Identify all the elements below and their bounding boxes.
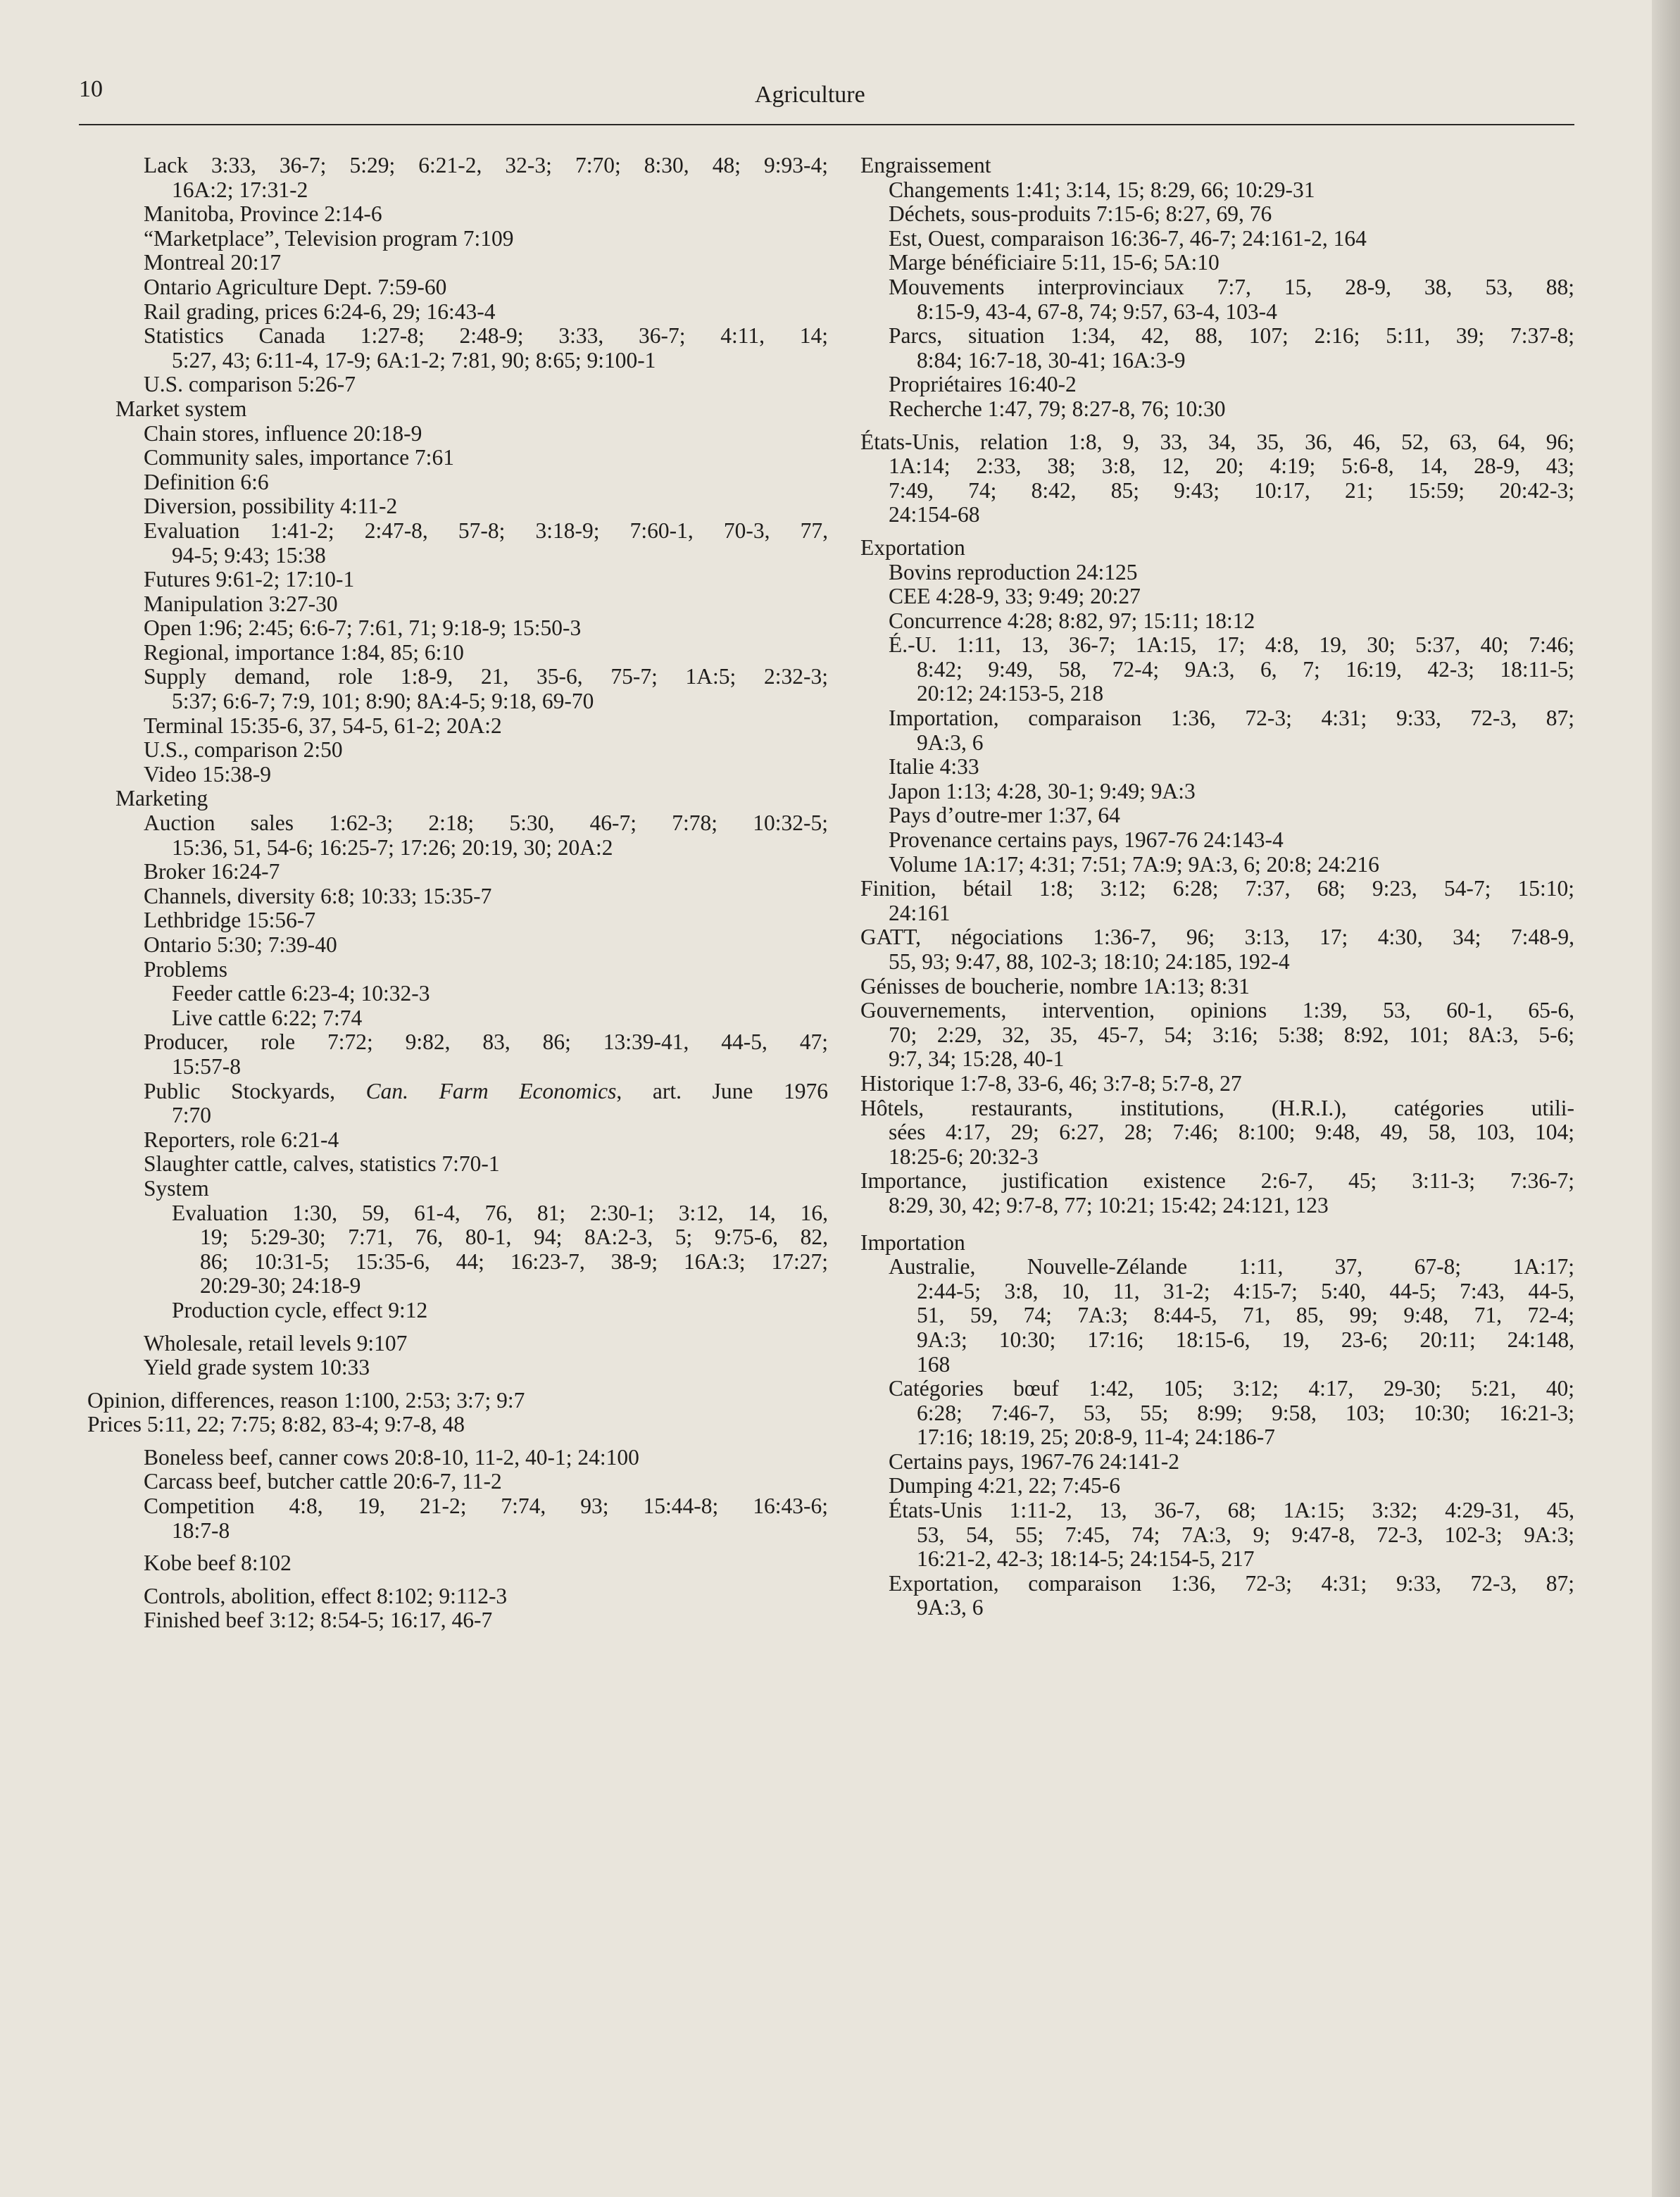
index-entry: 19; 5:29-30; 7:71, 76, 80-1, 94; 8A:2-3, 5; 9:75-6, 82, (200, 1225, 828, 1250)
index-entry: Importation (860, 1229, 965, 1255)
index-entry: 18:25-6; 20:32-3 (889, 1144, 1039, 1169)
index-entry: Marge bénéficiaire 5:11, 15-6; 5A:10 (889, 250, 1220, 275)
index-entry: 168 (917, 1351, 951, 1377)
index-entry: Wholesale, retail levels 9:107 (144, 1330, 408, 1356)
entry-spacer (87, 1323, 828, 1332)
index-entry: 15:36, 51, 54-6; 16:25-7; 17:26; 20:19, 30; 20A:2 (172, 834, 613, 860)
index-entry: 5:27, 43; 6:11-4, 17-9; 6A:1-2; 7:81, 90; 8:65; 9:100-1 (172, 347, 656, 373)
index-entry: 17:16; 18:19, 25; 20:8-9, 11-4; 24:186-7 (917, 1425, 1275, 1450)
index-entry: 9A:3, 6 (917, 1595, 984, 1620)
index-entry: Community sales, importance 7:61 (144, 445, 454, 470)
index-entry: Recherche 1:47, 79; 8:27-8, 76; 10:30 (889, 396, 1226, 421)
index-entry: Manipulation 3:27-30 (144, 591, 338, 616)
index-entry: Carcass beef, butcher cattle 20:6-7, 11-2 (144, 1469, 502, 1494)
index-entry: CEE 4:28-9, 33; 9:49; 20:27 (889, 584, 1141, 609)
index-entry: Auction sales 1:62-3; 2:18; 5:30, 46-7; 7:78; 10:32-5; (144, 810, 828, 836)
index-entry: Terminal 15:35-6, 37, 54-5, 61-2; 20A:2 (144, 713, 502, 738)
page-header (79, 76, 1572, 118)
index-entry: 2:44-5; 3:8, 10, 11, 31-2; 4:15-7; 5:40, 44-5; 7:43, 44-5, (917, 1278, 1574, 1303)
index-entry: 20:29-30; 24:18-9 (200, 1273, 361, 1298)
index-column-right (860, 154, 1574, 1620)
index-entry: Concurrence 4:28; 8:82, 97; 15:11; 18:12 (889, 608, 1255, 633)
index-entry: Problems (144, 956, 228, 982)
index-entry: 94-5; 9:43; 15:38 (172, 542, 326, 568)
index-entry: 9A:3; 10:30; 17:16; 18:15-6, 19, 23-6; 20:11; 24:148, (917, 1327, 1574, 1352)
index-entry: Controls, abolition, effect 8:102; 9:112-3 (144, 1583, 508, 1608)
page-edge-shadow (1652, 0, 1680, 2197)
index-entry: Channels, diversity 6:8; 10:33; 15:35-7 (144, 883, 492, 908)
index-entry: Competition 4:8, 19, 21-2; 7:74, 93; 15:44-8; 16:43-6; (144, 1494, 828, 1519)
index-entry: Video 15:38-9 (144, 761, 271, 787)
index-entry: Broker 16:24-7 (144, 859, 280, 884)
index-entry: sées 4:17, 29; 6:27, 28; 7:46; 8:100; 9:48, 49, 58, 103, 104; (889, 1120, 1574, 1145)
index-entry: Public Stockyards, Can. Farm Economics, art. June 1976 (144, 1078, 828, 1103)
index-entry: Reporters, role 6:21-4 (144, 1127, 339, 1152)
index-entry: Hôtels, restaurants, institutions, (H.R.I.), catégories utili- (860, 1095, 1574, 1120)
index-entry: 1A:14; 2:33, 38; 3:8, 12, 20; 4:19; 5:6-8, 14, 28-9, 43; (889, 453, 1574, 479)
index-entry: 5:37; 6:6-7; 7:9, 101; 8:90; 8A:4-5; 9:18, 69-70 (172, 689, 594, 714)
index-entry: Live cattle 6:22; 7:74 (172, 1005, 363, 1030)
index-entry: Statistics Canada 1:27-8; 2:48-9; 3:33, 36-7; 4:11, 14; (144, 323, 828, 349)
entry-spacer (87, 1380, 828, 1389)
index-entry: Provenance certains pays, 1967-76 24:143-4 (889, 827, 1284, 853)
index-entry: Bovins reproduction 24:125 (889, 559, 1138, 584)
index-entry: 7:70 (172, 1103, 212, 1128)
index-entry: Lethbridge 15:56-7 (144, 908, 316, 933)
index-entry: Exportation (860, 534, 965, 560)
index-entry: Producer, role 7:72; 9:82, 83, 86; 13:39-41, 44-5, 47; (144, 1029, 828, 1055)
index-entry: Finished beef 3:12; 8:54-5; 16:17, 46-7 (144, 1608, 493, 1633)
index-entry: Evaluation 1:30, 59, 61-4, 76, 81; 2:30-1; 3:12, 14, 16, (172, 1200, 828, 1225)
index-entry: Italie 4:33 (889, 754, 979, 780)
index-entry: 51, 59, 74; 7A:3; 8:44-5, 71, 85, 99; 9:48, 71, 72-4; (917, 1303, 1574, 1328)
index-entry: Pays d’outre-mer 1:37, 64 (889, 803, 1120, 828)
index-entry: Déchets, sous-produits 7:15-6; 8:27, 69, 76 (889, 201, 1272, 227)
index-entry: Futures 9:61-2; 17:10-1 (144, 567, 355, 592)
index-entry: Open 1:96; 2:45; 6:6-7; 7:61, 71; 9:18-9; 15:50-3 (144, 615, 582, 641)
index-entry: Est, Ouest, comparaison 16:36-7, 46-7; 24:161-2, 164 (889, 225, 1367, 251)
index-entry: 53, 54, 55; 7:45, 74; 7A:3, 9; 9:47-8, 72-3, 102-3; 9A:3; (917, 1522, 1574, 1547)
index-entry: 8:29, 30, 42; 9:7-8, 77; 10:21; 15:42; 24:121, 123 (889, 1192, 1329, 1218)
index-entry: Evaluation 1:41-2; 2:47-8, 57-8; 3:18-9; 7:60-1, 70-3, 77, (144, 518, 828, 543)
index-entry: 18:7-8 (172, 1517, 230, 1543)
index-entry: États-Unis, relation 1:8, 9, 33, 34, 35, 36, 46, 52, 63, 64, 96; (860, 429, 1574, 454)
index-entry: Supply demand, role 1:8-9, 21, 35-6, 75-7; 1A:5; 2:32-3; (144, 664, 828, 689)
index-entry: Ontario Agriculture Dept. 7:59-60 (144, 274, 447, 299)
index-entry: 7:49, 74; 8:42, 85; 9:43; 10:17, 21; 15:59; 20:42-3; (889, 477, 1574, 503)
index-entry: Yield grade system 10:33 (144, 1355, 370, 1380)
index-entry: GATT, négociations 1:36-7, 96; 3:13, 17; 4:30, 34; 7:48-9, (860, 925, 1574, 950)
entry-spacer (860, 527, 1574, 536)
index-entry: Production cycle, effect 9:12 (172, 1297, 428, 1322)
index-entry: Rail grading, prices 6:24-6, 29; 16:43-4 (144, 299, 496, 324)
index-entry: 24:161 (889, 900, 951, 925)
index-entry: 8:15-9, 43-4, 67-8, 74; 9:57, 63-4, 103-4 (917, 299, 1277, 324)
index-entry: 8:84; 16:7-18, 30-41; 16A:3-9 (917, 347, 1186, 373)
index-entry: Importance, justification existence 2:6-7, 45; 3:11-3; 7:36-7; (860, 1168, 1574, 1194)
index-entry: Catégories bœuf 1:42, 105; 3:12; 4:17, 29-30; 5:21, 40; (889, 1376, 1574, 1401)
entry-spacer (860, 422, 1574, 430)
entry-spacer (860, 1218, 1574, 1231)
index-entry: Diversion, possibility 4:11-2 (144, 494, 398, 519)
index-entry: Certains pays, 1967-76 24:141-2 (889, 1448, 1179, 1474)
index-entry: Montreal 20:17 (144, 250, 282, 275)
index-column-left (87, 154, 828, 1633)
index-entry: Lack 3:33, 36-7; 5:29; 6:21-2, 32-3; 7:70; 8:30, 48; 9:93-4; (144, 153, 828, 177)
index-entry: Mouvements interprovinciaux 7:7, 15, 28-9, 38, 53, 88; (889, 274, 1574, 299)
index-entry: Historique 1:7-8, 33-6, 46; 3:7-8; 5:7-8, 27 (860, 1070, 1242, 1096)
index-entry: Feeder cattle 6:23-4; 10:32-3 (172, 981, 430, 1006)
index-entry: Dumping 4:21, 22; 7:45-6 (889, 1473, 1120, 1498)
index-entry: Manitoba, Province 2:14-6 (144, 201, 382, 227)
index-entry: Chain stores, influence 20:18-9 (144, 420, 422, 446)
index-entry: Ontario 5:30; 7:39-40 (144, 932, 337, 957)
index-entry: Boneless beef, canner cows 20:8-10, 11-2, 40-1; 24:100 (144, 1444, 639, 1470)
index-entry: 9A:3, 6 (917, 730, 984, 755)
index-entry: 6:28; 7:46-7, 53, 55; 8:99; 9:58, 103; 10:30; 16:21-3; (917, 1400, 1574, 1425)
index-entry: Finition, bétail 1:8; 3:12; 6:28; 7:37, 68; 9:23, 54-7; 15:10; (860, 876, 1574, 901)
index-entry: Engraissement (860, 153, 991, 177)
index-entry: System (144, 1175, 209, 1201)
index-entry: Opinion, differences, reason 1:100, 2:53; 3:7; 9:7 (87, 1387, 525, 1413)
index-entry: Regional, importance 1:84, 85; 6:10 (144, 639, 464, 665)
running-title: Agriculture (755, 82, 865, 108)
index-entry: 9:7, 34; 15:28, 40-1 (889, 1046, 1065, 1072)
index-entry: Gouvernements, intervention, opinions 1:39, 53, 60-1, 65-6, (860, 998, 1574, 1023)
index-entry: 15:57-8 (172, 1053, 241, 1079)
index-entry: Kobe beef 8:102 (144, 1551, 292, 1576)
index-entry: Génisses de boucherie, nombre 1A:13; 8:31 (860, 973, 1250, 999)
index-entry: États-Unis 1:11-2, 13, 36-7, 68; 1A:15; 3:32; 4:29-31, 45, (889, 1498, 1574, 1523)
index-entry: 70; 2:29, 32, 35, 45-7, 54; 3:16; 5:38; 8:92, 101; 8A:3, 5-6; (889, 1022, 1574, 1047)
index-entry: É.-U. 1:11, 13, 36-7; 1A:15, 17; 4:8, 19, 30; 5:37, 40; 7:46; (889, 632, 1574, 658)
index-entry: Parcs, situation 1:34, 42, 88, 107; 2:16; 5:11, 39; 7:37-8; (889, 323, 1574, 349)
index-entry: Definition 6:6 (144, 469, 269, 494)
index-entry: 8:42; 9:49, 58, 72-4; 9A:3, 6, 7; 16:19, 42-3; 18:11-5; (917, 656, 1574, 682)
index-entry: Volume 1A:17; 4:31; 7:51; 7A:9; 9A:3, 6; 20:8; 24:216 (889, 851, 1379, 877)
index-entry: Japon 1:13; 4:28, 30-1; 9:49; 9A:3 (889, 778, 1196, 803)
index-entry: Propriétaires 16:40-2 (889, 372, 1077, 397)
index-entry: Market system (115, 396, 247, 421)
index-entry: Prices 5:11, 22; 7:75; 8:82, 83-4; 9:7-8, 48 (87, 1412, 465, 1437)
index-entry: Marketing (115, 786, 208, 811)
index-entry: 55, 93; 9:47, 88, 102-3; 18:10; 24:185, 192-4 (889, 949, 1290, 974)
header-rule (79, 124, 1574, 125)
index-entry: U.S. comparison 5:26-7 (144, 372, 356, 397)
index-entry: 86; 10:31-5; 15:35-6, 44; 16:23-7, 38-9; 16A:3; 17:27; (200, 1248, 828, 1274)
index-entry: Slaughter cattle, calves, statistics 7:70-1 (144, 1151, 500, 1177)
index-entry: 24:154-68 (889, 502, 980, 527)
index-entry: Exportation, comparaison 1:36, 72-3; 4:31; 9:33, 72-3, 87; (889, 1570, 1574, 1596)
index-entry: Changements 1:41; 3:14, 15; 8:29, 66; 10:29-31 (889, 177, 1315, 202)
index-entry: Australie, Nouvelle-Zélande 1:11, 37, 67-8; 1A:17; (889, 1254, 1574, 1279)
index-entry: U.S., comparison 2:50 (144, 737, 343, 763)
index-entry: 16A:2; 17:31-2 (172, 177, 308, 202)
index-entry: 16:21-2, 42-3; 18:14-5; 24:154-5, 217 (917, 1546, 1255, 1572)
index-entry: Importation, comparaison 1:36, 72-3; 4:31; 9:33, 72-3, 87; (889, 706, 1574, 731)
index-entry: “Marketplace”, Television program 7:109 (144, 225, 514, 251)
index-entry: 20:12; 24:153-5, 218 (917, 681, 1104, 706)
page-number: 10 (79, 76, 103, 102)
